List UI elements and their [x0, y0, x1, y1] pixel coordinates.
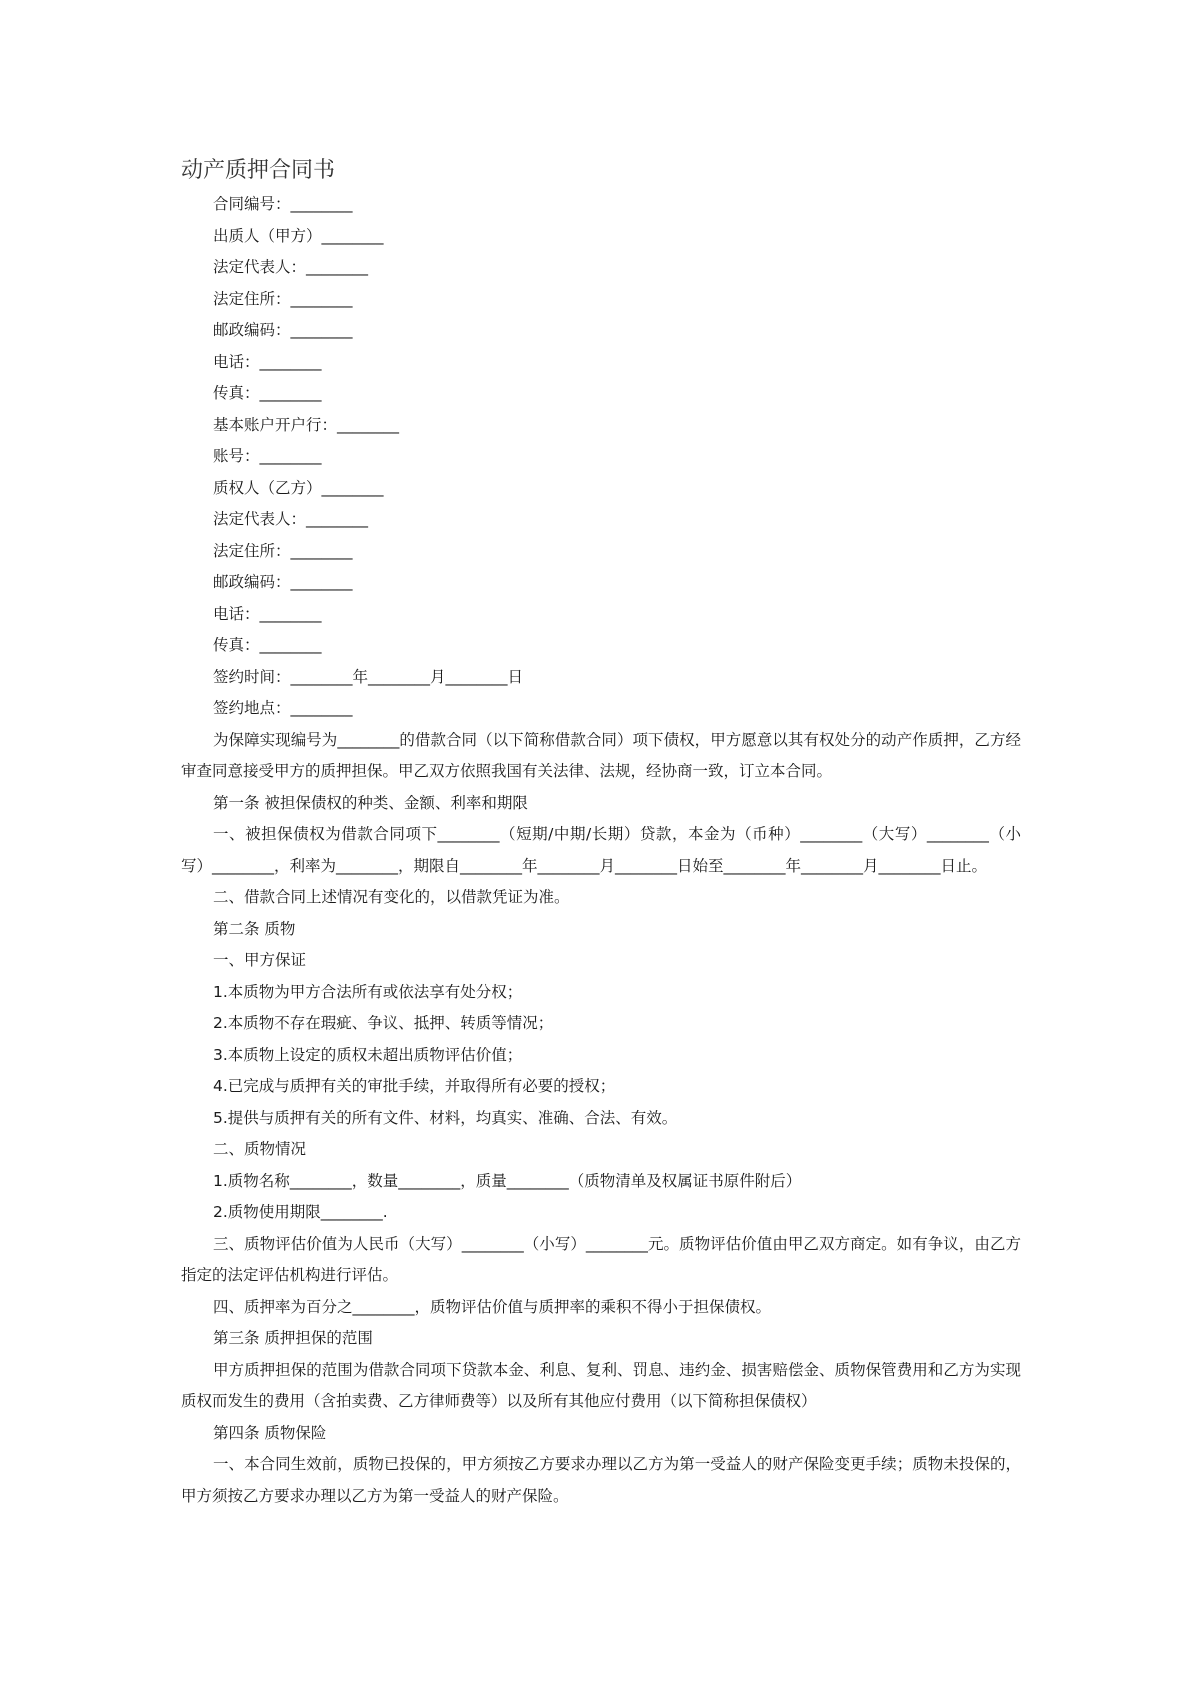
- article-2-sub-heading-1: 一、甲方保证: [213, 951, 307, 969]
- article-3-body: 甲方质押担保的范围为借款合同项下贷款本金、利息、复利、罚息、违约金、损害赔偿金、质物保管费用和乙方为实现质权而发生的费用（含拍卖费、乙方律师费等）以及所有其他应付费用（以下简称担保债权）: [181, 1360, 1021, 1410]
- guarantee-item: 1.本质物为甲方合法所有或依法享有处分权；: [213, 982, 523, 1001]
- field-pledgee-phone: 电话：________: [213, 604, 322, 623]
- field-contract-number: 合同编号：________: [213, 195, 353, 213]
- field-pledgor-address: 法定住所：________: [213, 289, 353, 308]
- field-pledgor-fax: 传真：________: [213, 384, 322, 402]
- pledge-detail-item: 2.质物使用期限________.: [213, 1203, 388, 1221]
- article-2-sub-heading-2: 二、质物情况: [213, 1140, 307, 1158]
- guarantee-item: 3.本质物上设定的质权未超出质物评估价值；: [213, 1045, 523, 1064]
- field-pledgee-legal-rep: 法定代表人：________: [213, 510, 369, 528]
- article-2-heading: 第二条 质物: [213, 919, 296, 938]
- field-pledgor: 出质人（甲方）________: [213, 226, 384, 245]
- field-pledgor-account: 账号：________: [213, 447, 322, 465]
- field-pledgor-postcode: 邮政编码：________: [213, 321, 353, 339]
- article-3-heading: 第三条 质押担保的范围: [213, 1329, 373, 1347]
- article-2-item-3: 三、质物评估价值为人民币（大写）________（小写）________元。质物评估价值由甲乙双方商定。如有争议，由乙方指定的法定评估机构进行评估。: [181, 1234, 1021, 1284]
- document-page: [181, 155, 1021, 1512]
- article-1-item-2: 二、借款合同上述情况有变化的，以借款凭证为准。: [213, 888, 570, 906]
- article-1-item-1: 一、被担保债权为借款合同项下________（短期/中期/长期）贷款，本金为（币种）________（大写）________（小写）________，利率为________，期限自________年________月________日始至________年________月________日止。: [181, 825, 1021, 875]
- field-signing-date: 签约时间：________年________月________日: [213, 667, 524, 686]
- field-pledgee-address: 法定住所：________: [213, 541, 353, 560]
- article-1-heading: 第一条 被担保债权的种类、金额、利率和期限: [213, 793, 528, 812]
- pledge-detail-item: 1.质物名称________，数量________，质量________（质物清单及权属证书原件附后）: [213, 1171, 802, 1190]
- guarantee-item: 5.提供与质押有关的所有文件、材料，均真实、准确、合法、有效。: [213, 1108, 678, 1127]
- field-pledgor-legal-rep: 法定代表人：________: [213, 258, 369, 276]
- preamble-paragraph: 为保障实现编号为________的借款合同（以下简称借款合同）项下债权，甲方愿意以其有权处分的动产作质押，乙方经审查同意接受甲方的质押担保。甲乙双方依照我国有关法律、法规，经协商一致，订立本合同。: [181, 730, 1021, 780]
- field-pledgor-phone: 电话：________: [213, 352, 322, 371]
- field-pledgee-postcode: 邮政编码：________: [213, 573, 353, 591]
- field-signing-place: 签约地点：________: [213, 699, 353, 717]
- field-pledgee-fax: 传真：________: [213, 636, 322, 654]
- field-pledgee: 质权人（乙方）________: [213, 478, 384, 497]
- article-2-item-4: 四、质押率为百分之________，质物评估价值与质押率的乘积不得小于担保债权。: [213, 1297, 772, 1316]
- article-4-item-1: 一、本合同生效前，质物已投保的，甲方须按乙方要求办理以乙方为第一受益人的财产保险变更手续；质物未投保的，甲方须按乙方要求办理以乙方为第一受益人的财产保险。: [181, 1455, 1021, 1505]
- document-title: 动产质押合同书: [181, 158, 336, 183]
- article-4-heading: 第四条 质物保险: [213, 1423, 327, 1442]
- guarantee-item: 4.已完成与质押有关的审批手续，并取得所有必要的授权；: [213, 1077, 616, 1095]
- field-pledgor-bank: 基本账户开户行：________: [213, 415, 400, 434]
- guarantee-item: 2.本质物不存在瑕疵、争议、抵押、转质等情况；: [213, 1014, 554, 1032]
